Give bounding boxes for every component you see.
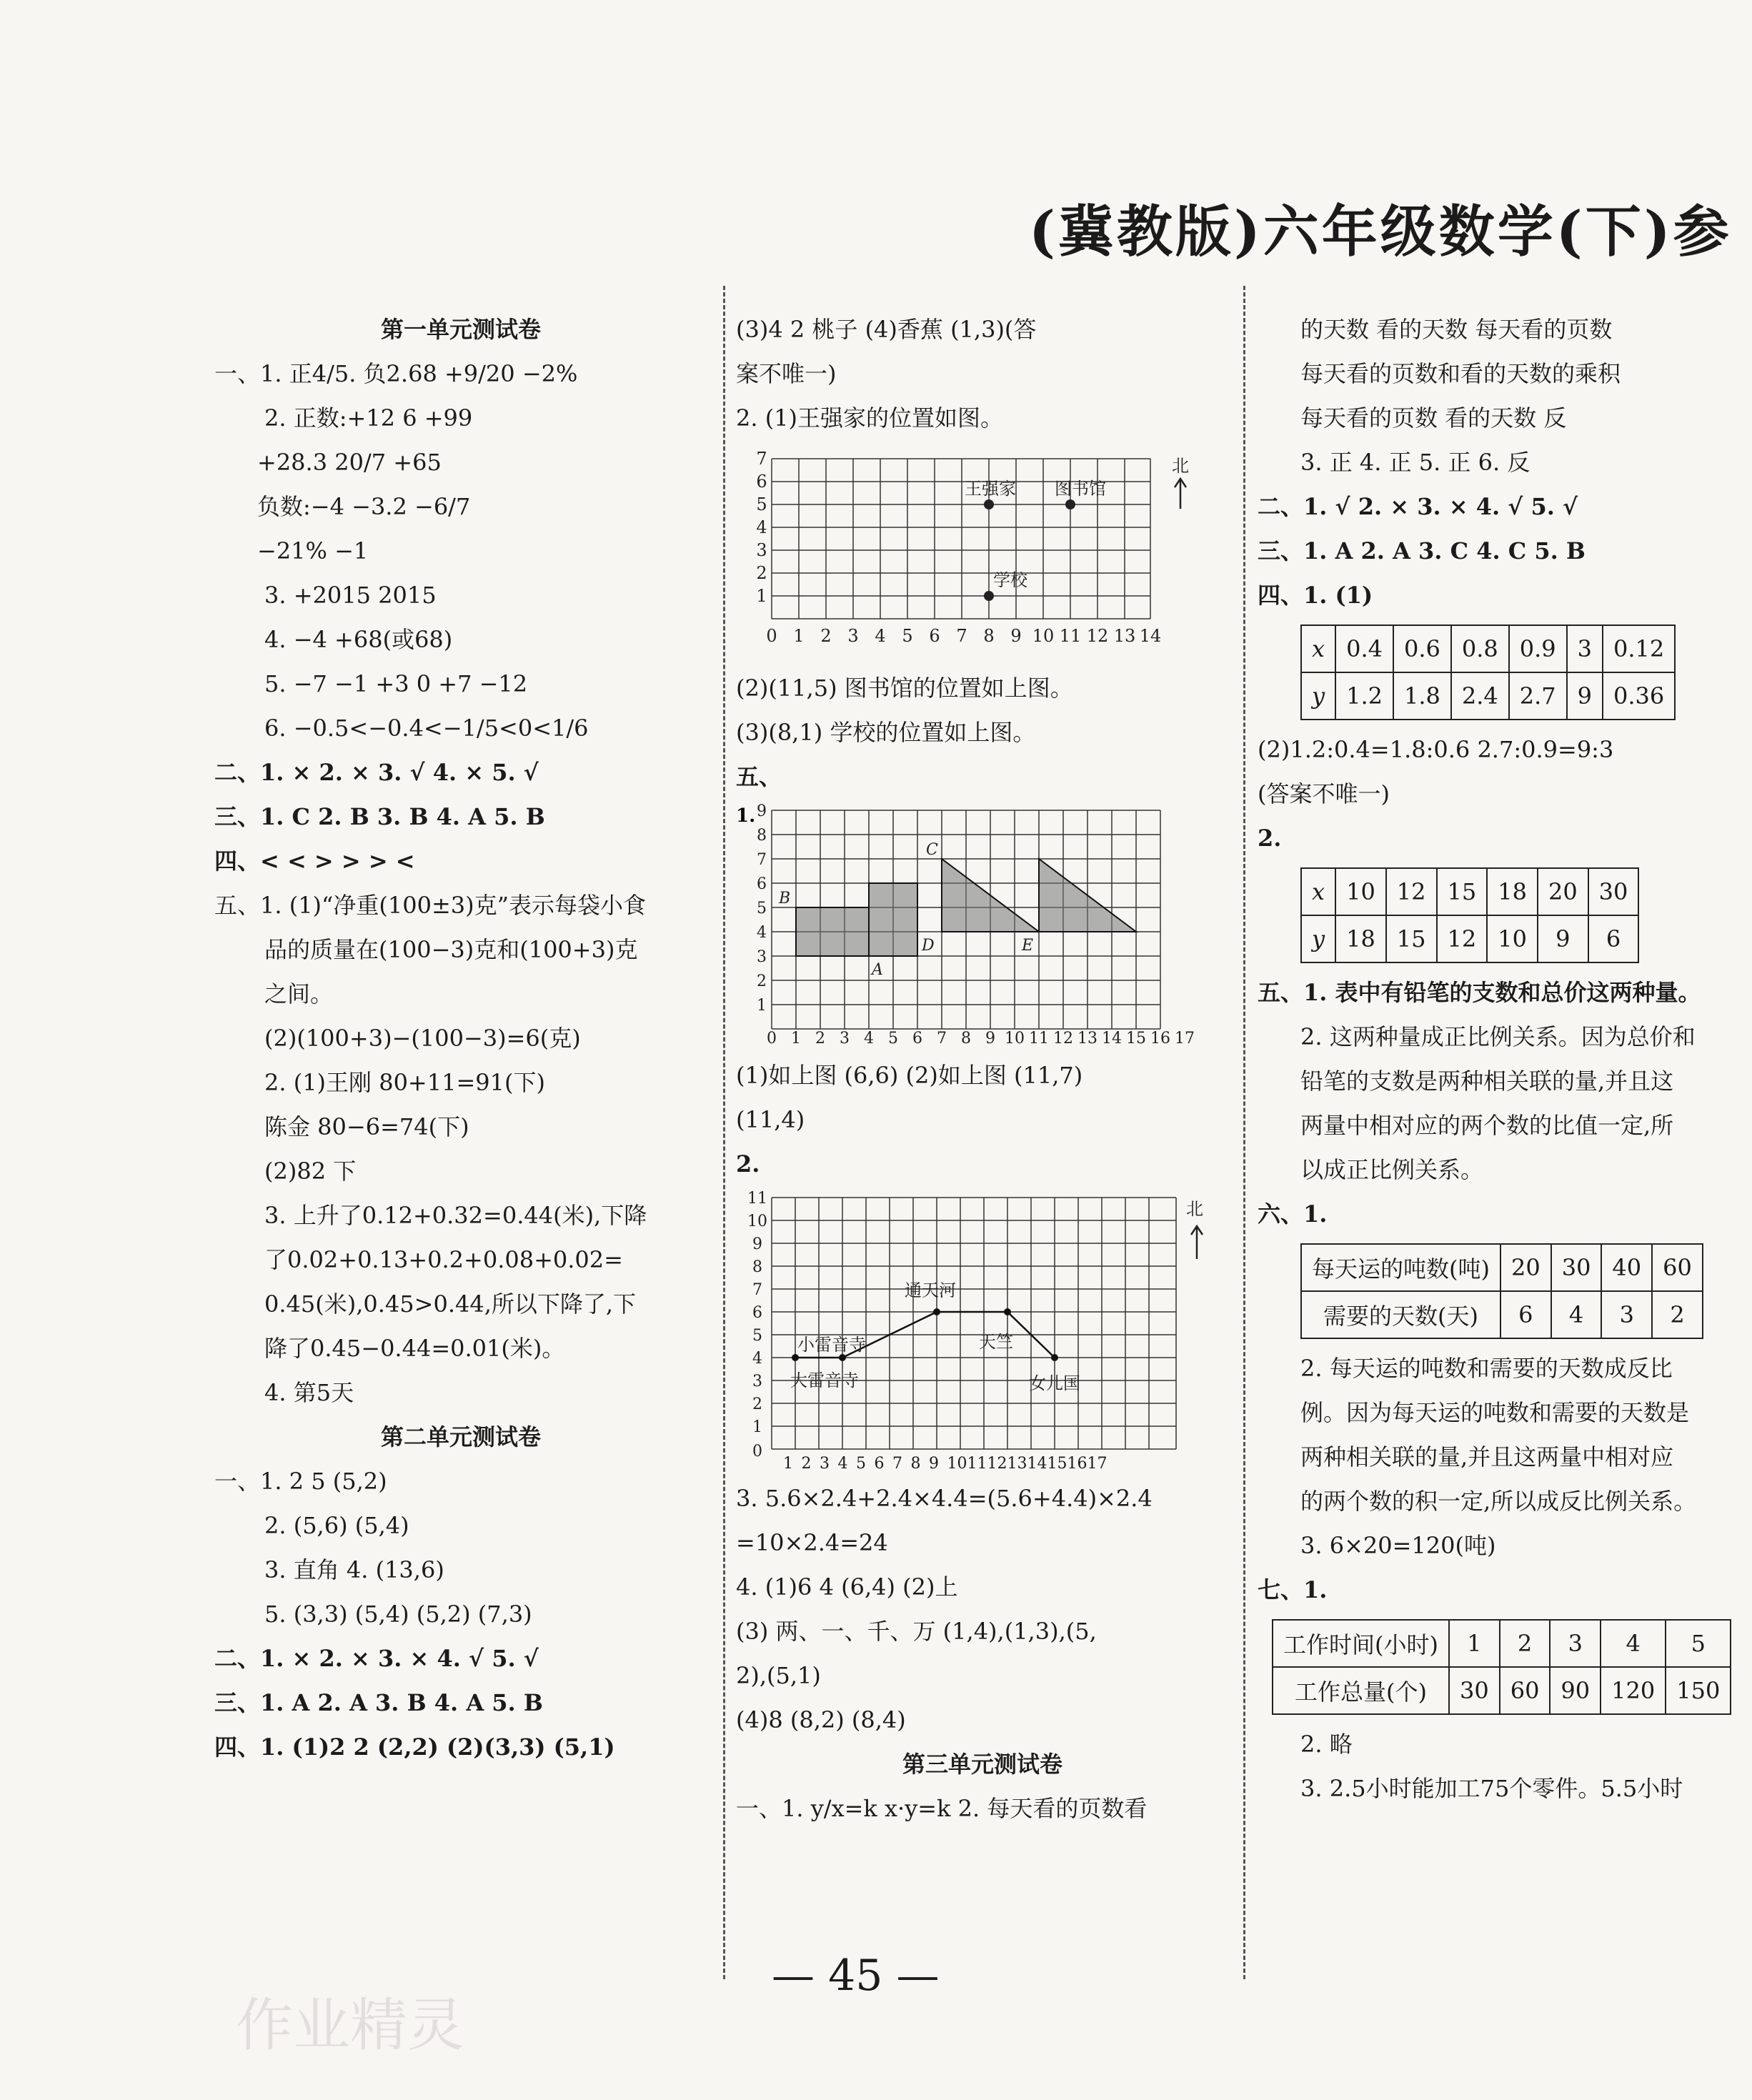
answer-line: 以成正比例关系。 xyxy=(1300,1156,1484,1183)
answer-line: 3. 6×20=120(吨) xyxy=(1300,1532,1496,1559)
x-tick: 4 xyxy=(875,626,886,646)
table-cell: 10 xyxy=(1487,915,1538,962)
answer-line: 陈金 80−6=74(下) xyxy=(264,1113,469,1140)
point-C-label: C xyxy=(926,841,938,859)
answer-line: 三、1. A 2. A 3. C 4. C 5. B xyxy=(1258,537,1586,564)
route-point xyxy=(792,1354,799,1361)
table-cell: 150 xyxy=(1666,1667,1731,1714)
y-tick: 2 xyxy=(752,1395,762,1413)
x-tick: 14 xyxy=(1139,626,1162,646)
table-cell: y xyxy=(1301,672,1335,720)
answer-line: (4)8 (8,2) (8,4) xyxy=(736,1706,906,1733)
route-point xyxy=(839,1354,846,1361)
answer-line: 五、1. 表中有铅笔的支数和总价这两种量。 xyxy=(1258,979,1701,1006)
answer-line: 2. (1)王强家的位置如图。 xyxy=(736,404,1004,432)
watermark: 作业精灵 xyxy=(236,1992,464,2059)
answer-line: 的天数 看的天数 每天看的页数 xyxy=(1300,316,1613,343)
answer-line: 2. (5,6) (5,4) xyxy=(264,1512,409,1539)
x-tick: 7 xyxy=(892,1455,911,1473)
data-table-3 xyxy=(1300,1243,1703,1339)
y-tick: 9 xyxy=(757,803,767,820)
x-tick: 0 xyxy=(752,1443,762,1460)
data-table-1 xyxy=(1300,624,1676,720)
table-cell: 10 xyxy=(1335,868,1386,915)
y-tick: 7 xyxy=(756,449,767,469)
table-cell: 2 xyxy=(1500,1620,1551,1667)
route-map-x-axis xyxy=(736,1455,1229,1476)
route-map-figure xyxy=(736,1190,1222,1462)
table-cell: 6 xyxy=(1588,915,1639,962)
answer-line: =10×2.4=24 xyxy=(736,1529,888,1556)
column-divider xyxy=(1243,286,1245,1979)
table-cell: 60 xyxy=(1652,1244,1703,1291)
answer-line: 四、< < > > > < xyxy=(214,847,415,875)
unit-1-title: 第一单元测试卷 xyxy=(380,316,541,343)
page-title: (冀教版)六年级数学(下)参 xyxy=(1029,199,1732,264)
table-cell: 4 xyxy=(1551,1291,1602,1338)
point-D-label: D xyxy=(922,937,935,955)
answer-line: (答案不唯一) xyxy=(1258,780,1390,807)
table-cell: 工作总量(个) xyxy=(1273,1667,1449,1714)
answer-line: 3. 直角 4. (13,6) xyxy=(264,1556,444,1583)
answer-line: 六、1. xyxy=(1258,1200,1328,1228)
table-cell: 12 xyxy=(1437,915,1488,962)
y-tick: 4 xyxy=(756,517,767,537)
answer-line: 4. (1)6 4 (6,4) (2)上 xyxy=(736,1573,958,1601)
answer-line: +28.3 20/7 +65 xyxy=(257,449,442,476)
x-tick: 11 xyxy=(967,1455,987,1473)
answer-line: (2)(100+3)−(100−3)=6(克) xyxy=(264,1025,581,1052)
north-label: 北 xyxy=(1186,1199,1203,1219)
answer-line: 3. 上升了0.12+0.32=0.44(米),下降 xyxy=(264,1202,647,1229)
answer-line: 4. −4 +68(或68) xyxy=(264,626,453,653)
translation-grid-figure xyxy=(736,803,1208,1046)
x-tick: 1 xyxy=(793,626,805,646)
y-tick: 5 xyxy=(756,494,767,514)
y-tick: 5 xyxy=(757,900,767,917)
x-tick: 2 xyxy=(815,1030,825,1046)
x-tick: 3 xyxy=(820,1455,838,1473)
y-tick: 6 xyxy=(757,875,767,893)
table-cell: 15 xyxy=(1386,915,1437,962)
answer-line: 一、1. 2 5 (5,2) xyxy=(214,1468,387,1495)
x-tick: 3 xyxy=(847,626,859,646)
table-cell: 20 xyxy=(1500,1244,1551,1291)
answer-line: 品的质量在(100−3)克和(100+3)克 xyxy=(264,936,638,963)
location-map-figure xyxy=(736,444,1193,659)
table-cell: 90 xyxy=(1550,1667,1601,1714)
x-tick: 1 xyxy=(783,1455,802,1473)
table-cell: 1 xyxy=(1449,1620,1500,1667)
table-cell: 4 xyxy=(1601,1620,1666,1667)
y-tick: 6 xyxy=(756,472,767,492)
table-row xyxy=(1301,868,1638,915)
x-tick: 10 xyxy=(947,1455,967,1473)
table-cell: 9 xyxy=(1538,915,1588,962)
x-tick: 8 xyxy=(961,1030,971,1046)
answer-line: 七、1. xyxy=(1258,1576,1328,1603)
data-table-4 xyxy=(1272,1619,1731,1715)
x-tick: 6 xyxy=(912,1030,922,1046)
answer-line: (1)如上图 (6,6) (2)如上图 (11,7) xyxy=(736,1062,1083,1089)
x-tick: 0 xyxy=(766,626,777,646)
table-cell: 1.2 xyxy=(1335,672,1393,720)
table-row xyxy=(1301,1291,1703,1338)
table-cell: 2.7 xyxy=(1509,672,1567,720)
y-tick: 1 xyxy=(756,586,767,606)
unit-3-title: 第三单元测试卷 xyxy=(902,1751,1062,1778)
x-tick: 17 xyxy=(1175,1030,1195,1046)
x-tick: 0 xyxy=(767,1030,777,1046)
answer-line: 一、1. y/x=k x·y=k 2. 每天看的页数看 xyxy=(736,1795,1148,1822)
y-tick: 7 xyxy=(757,851,767,869)
y-tick: 9 xyxy=(752,1235,762,1253)
answer-column-2 xyxy=(736,307,1229,1831)
answer-line: 三、1. C 2. B 3. B 4. A 5. B xyxy=(214,803,545,830)
x-tick: 12 xyxy=(1086,626,1109,646)
answer-line: 三、1. A 2. A 3. B 4. A 5. B xyxy=(214,1689,543,1716)
answer-column-3 xyxy=(1258,307,1751,1811)
table-cell: 0.4 xyxy=(1335,625,1393,672)
answer-line: 负数:−4 −3.2 −6/7 xyxy=(257,493,471,520)
school-label: 学校 xyxy=(993,570,1027,590)
x-tick: 8 xyxy=(983,626,995,646)
data-table-2 xyxy=(1300,867,1639,963)
answer-line: 6. −0.5<−0.4<−1/5<0<1/6 xyxy=(264,715,589,742)
x-tick: 6 xyxy=(929,626,940,646)
home-point xyxy=(984,499,994,509)
answer-line: 一、1. 正4/5. 负2.68 +9/20 −2% xyxy=(214,360,578,387)
answer-line: 例。因为每天运的吨数和需要的天数是 xyxy=(1300,1399,1690,1426)
shape-A xyxy=(869,883,917,956)
answer-line: (3)4 2 桃子 (4)香蕉 (1,3)(答 xyxy=(736,316,1037,343)
answer-line: 铅笔的支数是两种相关联的量,并且这 xyxy=(1300,1068,1674,1095)
x-tick: 16 xyxy=(1150,1030,1170,1046)
table-cell: 2 xyxy=(1652,1291,1703,1338)
answer-line: 4. 第5天 xyxy=(264,1379,354,1406)
x-tick: 3 xyxy=(840,1030,850,1046)
table-cell: 18 xyxy=(1487,868,1538,915)
table-cell: 9 xyxy=(1567,672,1603,720)
answer-line: 2. 略 xyxy=(1300,1731,1353,1758)
x-tick: 16 xyxy=(1067,1455,1087,1473)
place-label: 大雷音寺 xyxy=(790,1370,859,1390)
school-point xyxy=(984,591,994,601)
answer-line: 两量中相对应的两个数的比值一定,所 xyxy=(1300,1112,1674,1139)
answer-line: 之间。 xyxy=(264,980,334,1007)
table-cell: 15 xyxy=(1437,868,1488,915)
x-tick: 11 xyxy=(1029,1030,1049,1046)
table-cell: 20 xyxy=(1538,868,1588,915)
table-cell: 30 xyxy=(1551,1244,1602,1291)
table-cell: 30 xyxy=(1449,1667,1500,1714)
answer-line: (2)(11,5) 图书馆的位置如上图。 xyxy=(736,675,1073,702)
x-tick: 9 xyxy=(985,1030,995,1046)
x-tick: 10 xyxy=(1005,1030,1025,1046)
table-cell: 需要的天数(天) xyxy=(1301,1291,1500,1338)
x-tick: 6 xyxy=(874,1455,892,1473)
answer-line: −21% −1 xyxy=(257,537,369,564)
x-tick: 7 xyxy=(956,626,967,646)
north-label: 北 xyxy=(1172,456,1189,476)
answer-line: 案不唯一) xyxy=(736,360,837,387)
x-tick: 15 xyxy=(1047,1455,1067,1473)
table-cell: 6 xyxy=(1500,1291,1551,1338)
answer-line: 每天看的页数 看的天数 反 xyxy=(1300,404,1567,432)
table-row xyxy=(1301,672,1675,720)
table-cell: 0.36 xyxy=(1603,672,1675,720)
table-cell: 1.8 xyxy=(1393,672,1451,720)
home-label: 王强家 xyxy=(965,479,1016,499)
answer-line: 3. +2015 2015 xyxy=(264,582,437,609)
answer-line: 四、1. (1) xyxy=(1258,582,1373,609)
x-tick: 8 xyxy=(910,1455,929,1473)
page-number: — 45 — xyxy=(772,1951,940,2001)
answer-line: 二、1. √ 2. × 3. × 4. √ 5. √ xyxy=(1258,493,1578,520)
answer-line: (2)82 下 xyxy=(264,1158,357,1185)
route-point xyxy=(1004,1308,1011,1315)
answer-line: (3)(8,1) 学校的位置如上图。 xyxy=(736,719,1036,746)
question-number: 1. xyxy=(736,805,756,827)
shape-B xyxy=(796,907,869,956)
x-tick: 2 xyxy=(801,1455,820,1473)
table-cell: 每天运的吨数(吨) xyxy=(1301,1244,1500,1291)
column-divider xyxy=(723,286,725,1979)
y-tick: 3 xyxy=(757,948,767,966)
answer-line: 5. (3,3) (5,4) (5,2) (7,3) xyxy=(264,1601,532,1628)
table-cell: 0.12 xyxy=(1603,625,1675,672)
table-cell: 12 xyxy=(1386,868,1437,915)
x-tick: 14 xyxy=(1027,1455,1047,1473)
table-cell: x xyxy=(1301,625,1335,672)
x-tick: 4 xyxy=(837,1455,856,1473)
library-point xyxy=(1065,499,1075,509)
table-cell: y xyxy=(1301,915,1335,962)
x-tick: 2 xyxy=(820,626,832,646)
x-tick: 13 xyxy=(1113,626,1136,646)
y-tick: 8 xyxy=(757,827,767,845)
x-tick: 5 xyxy=(888,1030,898,1046)
table-cell: 60 xyxy=(1500,1667,1551,1714)
table-row xyxy=(1301,1244,1703,1291)
answer-line: 二、1. × 2. × 3. × 4. √ 5. √ xyxy=(214,1645,539,1672)
table-cell: 120 xyxy=(1601,1667,1666,1714)
table-cell: 0.8 xyxy=(1451,625,1509,672)
x-tick: 15 xyxy=(1126,1030,1146,1046)
y-tick: 2 xyxy=(756,563,767,583)
table-cell: 3 xyxy=(1601,1291,1652,1338)
answer-line: 2. xyxy=(736,1150,760,1178)
answer-line: 3. 2.5小时能加工75个零件。5.5小时 xyxy=(1300,1775,1683,1802)
answer-line: 5. −7 −1 +3 0 +7 −12 xyxy=(264,670,528,697)
x-tick: 10 xyxy=(1032,626,1055,646)
answer-column-1 xyxy=(214,307,707,1769)
x-tick: 13 xyxy=(1077,1030,1098,1046)
table-row xyxy=(1301,625,1675,672)
y-tick: 1 xyxy=(757,997,767,1015)
table-cell: 2.4 xyxy=(1451,672,1509,720)
route-point xyxy=(1051,1354,1058,1361)
answer-line: 了0.02+0.13+0.2+0.08+0.02= xyxy=(264,1246,623,1273)
table-row xyxy=(1273,1620,1731,1667)
table-cell: 5 xyxy=(1666,1620,1731,1667)
place-label: 通天河 xyxy=(905,1280,956,1300)
table-cell: 3 xyxy=(1567,625,1603,672)
point-E-label: E xyxy=(1022,937,1034,955)
table-cell: 工作时间(小时) xyxy=(1273,1620,1449,1667)
answer-line: 四、1. (1)2 2 (2,2) (2)(3,3) (5,1) xyxy=(214,1733,615,1761)
answer-line: 0.45(米),0.45>0.44,所以下降了,下 xyxy=(264,1290,637,1318)
x-tick: 5 xyxy=(902,626,913,646)
x-tick: 9 xyxy=(1010,626,1022,646)
y-tick: 8 xyxy=(752,1258,762,1276)
north-arrow-icon xyxy=(1175,479,1186,509)
y-tick: 3 xyxy=(752,1373,762,1390)
table-cell: 0.9 xyxy=(1509,625,1567,672)
table-cell: x xyxy=(1301,868,1335,915)
point-B-label: B xyxy=(779,890,791,907)
answer-line: 3. 5.6×2.4+2.4×4.4=(5.6+4.4)×2.4 xyxy=(736,1485,1153,1512)
x-tick: 12 xyxy=(1053,1030,1073,1046)
table-cell: 40 xyxy=(1601,1244,1652,1291)
answer-line: 每天看的页数和看的天数的乘积 xyxy=(1300,360,1621,387)
answer-line: 2. xyxy=(1258,825,1282,852)
y-tick: 10 xyxy=(747,1213,767,1230)
answer-line: 降了0.45−0.44=0.01(米)。 xyxy=(264,1335,565,1362)
answer-line: 2. (1)王刚 80+11=91(下) xyxy=(264,1069,545,1096)
table-cell: 0.6 xyxy=(1393,625,1451,672)
answer-line: 两种相关联的量,并且这两量中相对应 xyxy=(1300,1443,1674,1471)
x-tick: 13 xyxy=(1007,1455,1027,1473)
route-point xyxy=(933,1308,940,1315)
y-tick: 1 xyxy=(752,1418,762,1436)
table-row xyxy=(1273,1667,1731,1714)
x-tick: 9 xyxy=(929,1455,947,1473)
y-tick: 11 xyxy=(747,1190,767,1208)
y-tick: 4 xyxy=(757,924,767,942)
answer-line: 2. 每天运的吨数和需要的天数成反比 xyxy=(1300,1355,1673,1382)
table-cell: 18 xyxy=(1335,915,1386,962)
answer-line: 五、 xyxy=(736,763,782,790)
x-tick: 17 xyxy=(1087,1455,1108,1473)
answer-line: 2. 正数:+12 6 +99 xyxy=(264,404,473,432)
table-row xyxy=(1301,915,1638,962)
answer-line: 2. 这两种量成正比例关系。因为总价和 xyxy=(1300,1023,1696,1050)
table-cell: 3 xyxy=(1550,1620,1601,1667)
place-label: 小雷音寺 xyxy=(797,1335,866,1355)
x-tick: 1 xyxy=(791,1030,801,1046)
table-cell: 30 xyxy=(1588,868,1639,915)
y-tick: 6 xyxy=(752,1304,762,1322)
answer-line: 3. 正 4. 正 5. 正 6. 反 xyxy=(1300,449,1530,476)
y-tick: 7 xyxy=(752,1281,762,1299)
answer-line: 五、1. (1)“净重(100±3)克”表示每袋小食 xyxy=(214,892,646,919)
x-tick: 12 xyxy=(987,1455,1007,1473)
x-tick: 11 xyxy=(1059,626,1082,646)
x-tick: 4 xyxy=(864,1030,874,1046)
x-tick: 7 xyxy=(937,1030,947,1046)
unit-2-title: 第二单元测试卷 xyxy=(380,1423,541,1450)
answer-line: (2)1.2:0.4=1.8:0.6 2.7:0.9=9:3 xyxy=(1258,736,1614,763)
y-tick: 4 xyxy=(752,1350,762,1368)
answer-line: 的两个数的积一定,所以成反比例关系。 xyxy=(1300,1488,1697,1515)
y-tick: 2 xyxy=(757,972,767,990)
point-A-label: A xyxy=(872,961,883,979)
x-tick: 14 xyxy=(1102,1030,1122,1046)
north-arrow-icon xyxy=(1191,1226,1203,1259)
answer-line: 二、1. × 2. × 3. √ 4. × 5. √ xyxy=(214,759,539,786)
answer-line: 2),(5,1) xyxy=(736,1662,821,1689)
x-tick: 5 xyxy=(856,1455,875,1473)
y-tick: 5 xyxy=(752,1327,762,1345)
y-tick: 3 xyxy=(756,540,767,560)
answer-line: (3) 两、一、千、万 (1,4),(1,3),(5, xyxy=(736,1618,1097,1645)
answer-line: (11,4) xyxy=(736,1106,805,1133)
place-label: 女儿国 xyxy=(1029,1373,1080,1393)
library-label: 图书馆 xyxy=(1055,479,1106,499)
place-label: 天竺 xyxy=(979,1332,1013,1352)
